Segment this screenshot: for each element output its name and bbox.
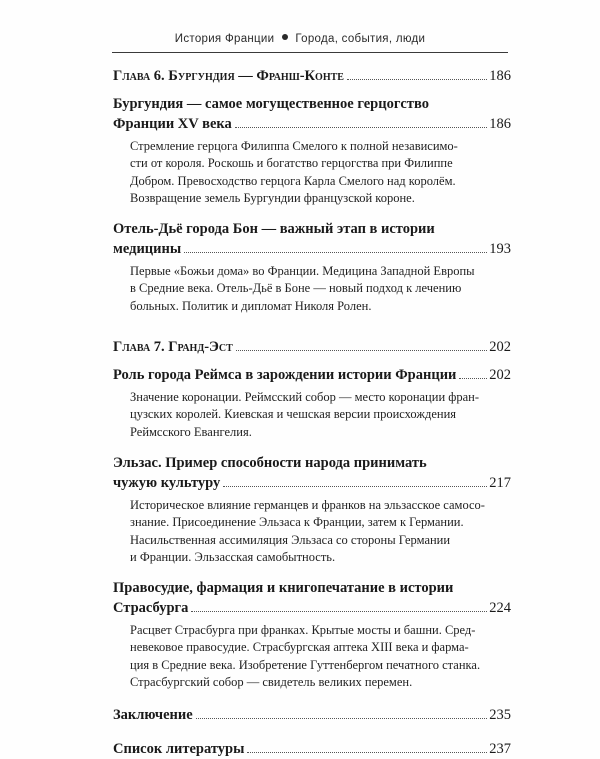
dot-leader	[223, 486, 487, 487]
summary-line: Стремление герцога Филиппа Смелого к полной независимо-	[130, 139, 458, 153]
running-header	[150, 33, 450, 45]
summary-line: больных. Политик и дипломат Николя Ролен.	[130, 298, 372, 313]
dot-leader	[235, 127, 487, 128]
summary-line: Страсбургский собор — свидетель великих перемен.	[130, 675, 413, 690]
toc-section[interactable]	[113, 365, 511, 441]
summary-line: и Франции. Эльзасская самобытность.	[130, 549, 336, 564]
toc-chapter-6[interactable]	[113, 66, 511, 86]
page-number: 202	[489, 367, 511, 384]
summary-line: невековое правосудие. Страсбургская аптека XIII века и фарма-	[130, 640, 469, 655]
toc-section[interactable]	[113, 453, 511, 566]
section-title-line-2: чужую культуру	[113, 474, 221, 491]
toc-section[interactable]	[113, 219, 511, 315]
header-subtitle: Города, события, люди	[295, 33, 426, 45]
section-summary	[130, 622, 511, 691]
header-rule	[112, 52, 508, 53]
page-number: 237	[489, 741, 511, 758]
page-number: 217	[489, 474, 511, 491]
dot-leader	[347, 79, 487, 80]
table-of-contents	[113, 62, 511, 759]
conclusion-title: Заключение	[113, 707, 193, 724]
dot-leader	[184, 252, 487, 253]
section-title-line-1: Эльзас. Пример способности народа принимать	[113, 454, 427, 471]
dot-leader	[247, 752, 487, 753]
summary-line: Значение коронации. Реймсский собор — место коронации фран-	[130, 390, 480, 405]
summary-line: Первые «Божьи дома» во Франции. Медицина Западной Европы	[130, 264, 475, 279]
dot-leader	[191, 611, 487, 612]
summary-line: знание. Присоединение Эльзаса к Франции, затем к Германии.	[130, 515, 464, 530]
section-summary	[130, 263, 511, 315]
dot-leader	[236, 350, 487, 351]
page-number: 193	[489, 241, 511, 258]
section-title-line-1: Правосудие, фармация и книгопечатание в истории	[113, 580, 454, 597]
section-title-row	[113, 114, 511, 134]
summary-line: Реймсского Евангелия.	[130, 424, 252, 439]
chapter-title: Глава 7. Гранд-Эст	[113, 339, 233, 356]
section-title-line-2: Франции XV века	[113, 116, 232, 132]
toc-bibliography[interactable]	[113, 739, 511, 759]
dot-leader	[459, 378, 487, 379]
toc-section[interactable]	[113, 94, 511, 207]
section-title-line-1: Роль города Реймса в зарождении истории Франции	[113, 367, 457, 384]
summary-line: цузских королей. Киевская и чешская версии происхождения	[130, 407, 457, 422]
dot-leader	[196, 718, 488, 719]
section-title-line-1: Отель-Дьё города Бон — важный этап в истории	[113, 221, 435, 238]
summary-line: Насильственная ассимиляция Эльзаса со стороны Германии	[130, 532, 451, 547]
page-number: 224	[489, 600, 511, 617]
summary-line: Добром. Превосходство герцога Карла Смелого над королём.	[130, 173, 456, 188]
section-title-row	[113, 365, 511, 385]
section-title-line-2: медицины	[113, 241, 182, 258]
toc-chapter-7[interactable]	[113, 337, 511, 357]
bibliography-title: Список литературы	[113, 741, 245, 758]
section-title-row	[113, 598, 511, 618]
header-book-title: История Франции	[174, 33, 275, 45]
section-summary	[130, 389, 511, 441]
section-title-line-1: Бургундия — самое могущественное герцогство	[113, 96, 429, 112]
summary-line: сти от короля. Роскошь и богатство герцогства при Филиппе	[130, 156, 453, 171]
section-summary	[130, 138, 511, 207]
toc-conclusion[interactable]	[113, 705, 511, 725]
toc-section[interactable]	[113, 578, 511, 691]
section-title-row	[113, 239, 511, 259]
summary-line: Историческое влияние германцев и франков на эльзасское самосо-	[130, 497, 485, 512]
summary-line: в Средние века. Отель-Дьё в Боне — новый подход к лечению	[130, 281, 462, 296]
page-number: 202	[489, 339, 511, 356]
summary-line: ция в Средние века. Изобретение Гуттенбергом печатного станка.	[130, 657, 481, 672]
bullet-icon	[282, 34, 288, 40]
section-summary	[130, 497, 511, 566]
chapter-title: Глава 6. Бургундия — Франш-Конте	[113, 68, 344, 84]
page-number: 186	[489, 68, 511, 84]
page-number: 186	[489, 116, 511, 132]
summary-line: Расцвет Страсбурга при франках. Крытые мосты и башни. Сред-	[130, 623, 476, 638]
section-title-row	[113, 473, 511, 493]
summary-line: Возвращение земель Бургундии французской короне.	[130, 190, 415, 205]
section-title-line-2: Страсбурга	[113, 600, 189, 617]
page-number: 235	[489, 707, 511, 724]
